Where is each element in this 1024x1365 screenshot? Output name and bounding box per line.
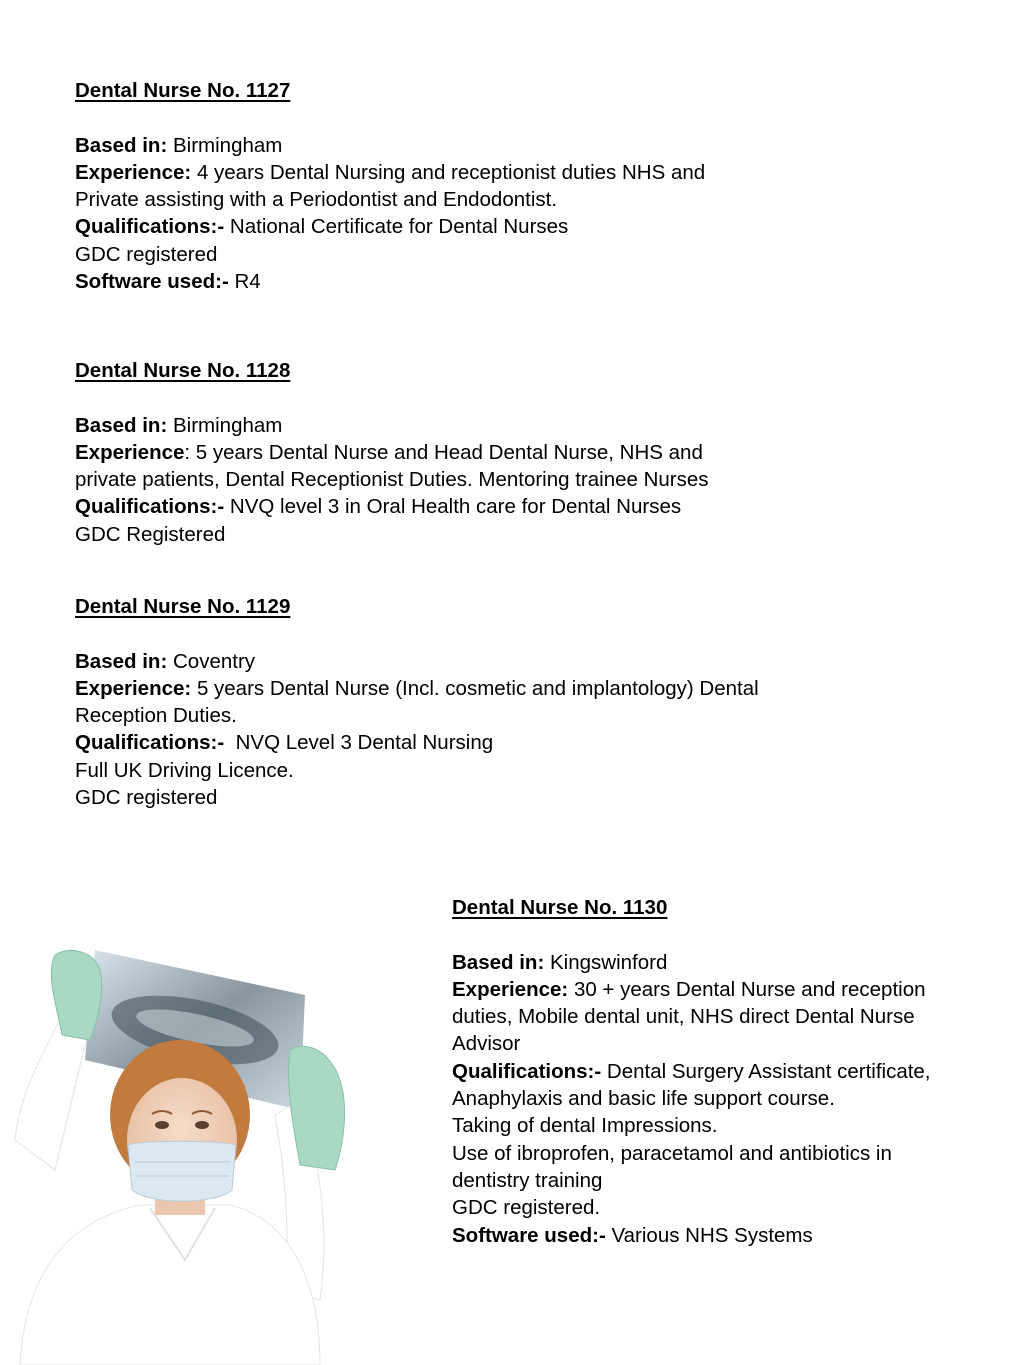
experience-value: 4 years Dental Nursing and receptionist duties NHS and (196, 160, 706, 184)
experience-value: 30 + years Dental Nurse and reception (573, 977, 926, 1001)
extra-line: GDC registered. (452, 1196, 601, 1220)
entry-title: Dental Nurse No. 1129 (75, 595, 291, 618)
software-line (452, 1222, 1012, 1249)
qualifications-label: Qualifications:- (452, 1059, 602, 1083)
qualifications-value: NVQ level 3 in Oral Health care for Dental Nurses (229, 495, 682, 519)
software-value: R4 (234, 270, 261, 294)
experience-label: Experience (75, 440, 185, 464)
nurse-entry-1129 (75, 593, 855, 811)
nurse-xray-photo (0, 940, 360, 1365)
experience-continued: duties, Mobile dental unit, NHS direct Dental Nurse (452, 1005, 915, 1029)
entry-title: Dental Nurse No. 1128 (75, 359, 291, 382)
experience-value: : 5 years Dental Nurse and Head Dental Nurse, NHS and (184, 440, 703, 464)
experience-continued: Reception Duties. (75, 704, 237, 728)
experience-label: Experience: (75, 676, 192, 700)
extra-line: GDC registered (75, 242, 218, 266)
based-in-line (75, 648, 855, 675)
based-in-line (75, 132, 835, 159)
experience-line (75, 675, 855, 702)
nurse-entry-1130 (452, 894, 1012, 1249)
based-in-label: Based in: (452, 950, 545, 974)
qualifications-label: Qualifications:- (75, 731, 225, 755)
experience-continued: Advisor (452, 1032, 521, 1056)
experience-value: 5 years Dental Nurse (Incl. cosmetic and implantology) Dental (196, 676, 759, 700)
qualifications-label: Qualifications:- (75, 215, 225, 239)
surgical-mask (128, 1141, 236, 1201)
qualifications-line (452, 1058, 1012, 1085)
extra-line: GDC registered (75, 786, 218, 810)
extra-line: Full UK Driving Licence. (75, 758, 294, 782)
based-in-line (452, 949, 1012, 976)
based-in-value: Coventry (172, 649, 256, 673)
based-in-value: Birmingham (172, 133, 283, 157)
software-label: Software used:- (75, 270, 229, 294)
experience-line (75, 159, 835, 186)
extra-line: dentistry training (452, 1168, 603, 1192)
qualifications-line (75, 729, 855, 756)
software-value: Various NHS Systems (611, 1223, 813, 1247)
extra-line: GDC Registered (75, 522, 226, 546)
qualifications-value: Dental Surgery Assistant certificate, (606, 1059, 931, 1083)
qualifications-line (75, 213, 835, 240)
based-in-value: Kingswinford (549, 950, 668, 974)
qualifications-value: NVQ Level 3 Dental Nursing (235, 731, 494, 755)
qualifications-value: National Certificate for Dental Nurses (229, 215, 569, 239)
nurse-xray-illustration (0, 940, 360, 1365)
based-in-label: Based in: (75, 133, 168, 157)
qualifications-continued: Anaphylaxis and basic life support course. (452, 1087, 835, 1111)
experience-label: Experience: (452, 977, 569, 1001)
software-label: Software used:- (452, 1223, 606, 1247)
based-in-label: Based in: (75, 649, 168, 673)
experience-continued: private patients, Dental Receptionist Duties. Mentoring trainee Nurses (75, 468, 709, 492)
based-in-line (75, 412, 835, 439)
based-in-value: Birmingham (172, 413, 283, 437)
experience-continued: Private assisting with a Periodontist and Endodontist. (75, 188, 558, 212)
based-in-label: Based in: (75, 413, 168, 437)
software-line (75, 268, 835, 295)
qualifications-label: Qualifications:- (75, 495, 225, 519)
experience-line (452, 976, 1012, 1003)
nurse-entry-1128 (75, 357, 835, 548)
experience-label: Experience: (75, 160, 192, 184)
qualifications-line (75, 493, 835, 520)
extra-line: Use of ibroprofen, paracetamol and antibiotics in (452, 1141, 892, 1165)
entry-title: Dental Nurse No. 1130 (452, 896, 668, 919)
extra-line: Taking of dental Impressions. (452, 1114, 718, 1138)
experience-line (75, 439, 835, 466)
nurse-entry-1127 (75, 77, 835, 295)
entry-title: Dental Nurse No. 1127 (75, 79, 291, 102)
